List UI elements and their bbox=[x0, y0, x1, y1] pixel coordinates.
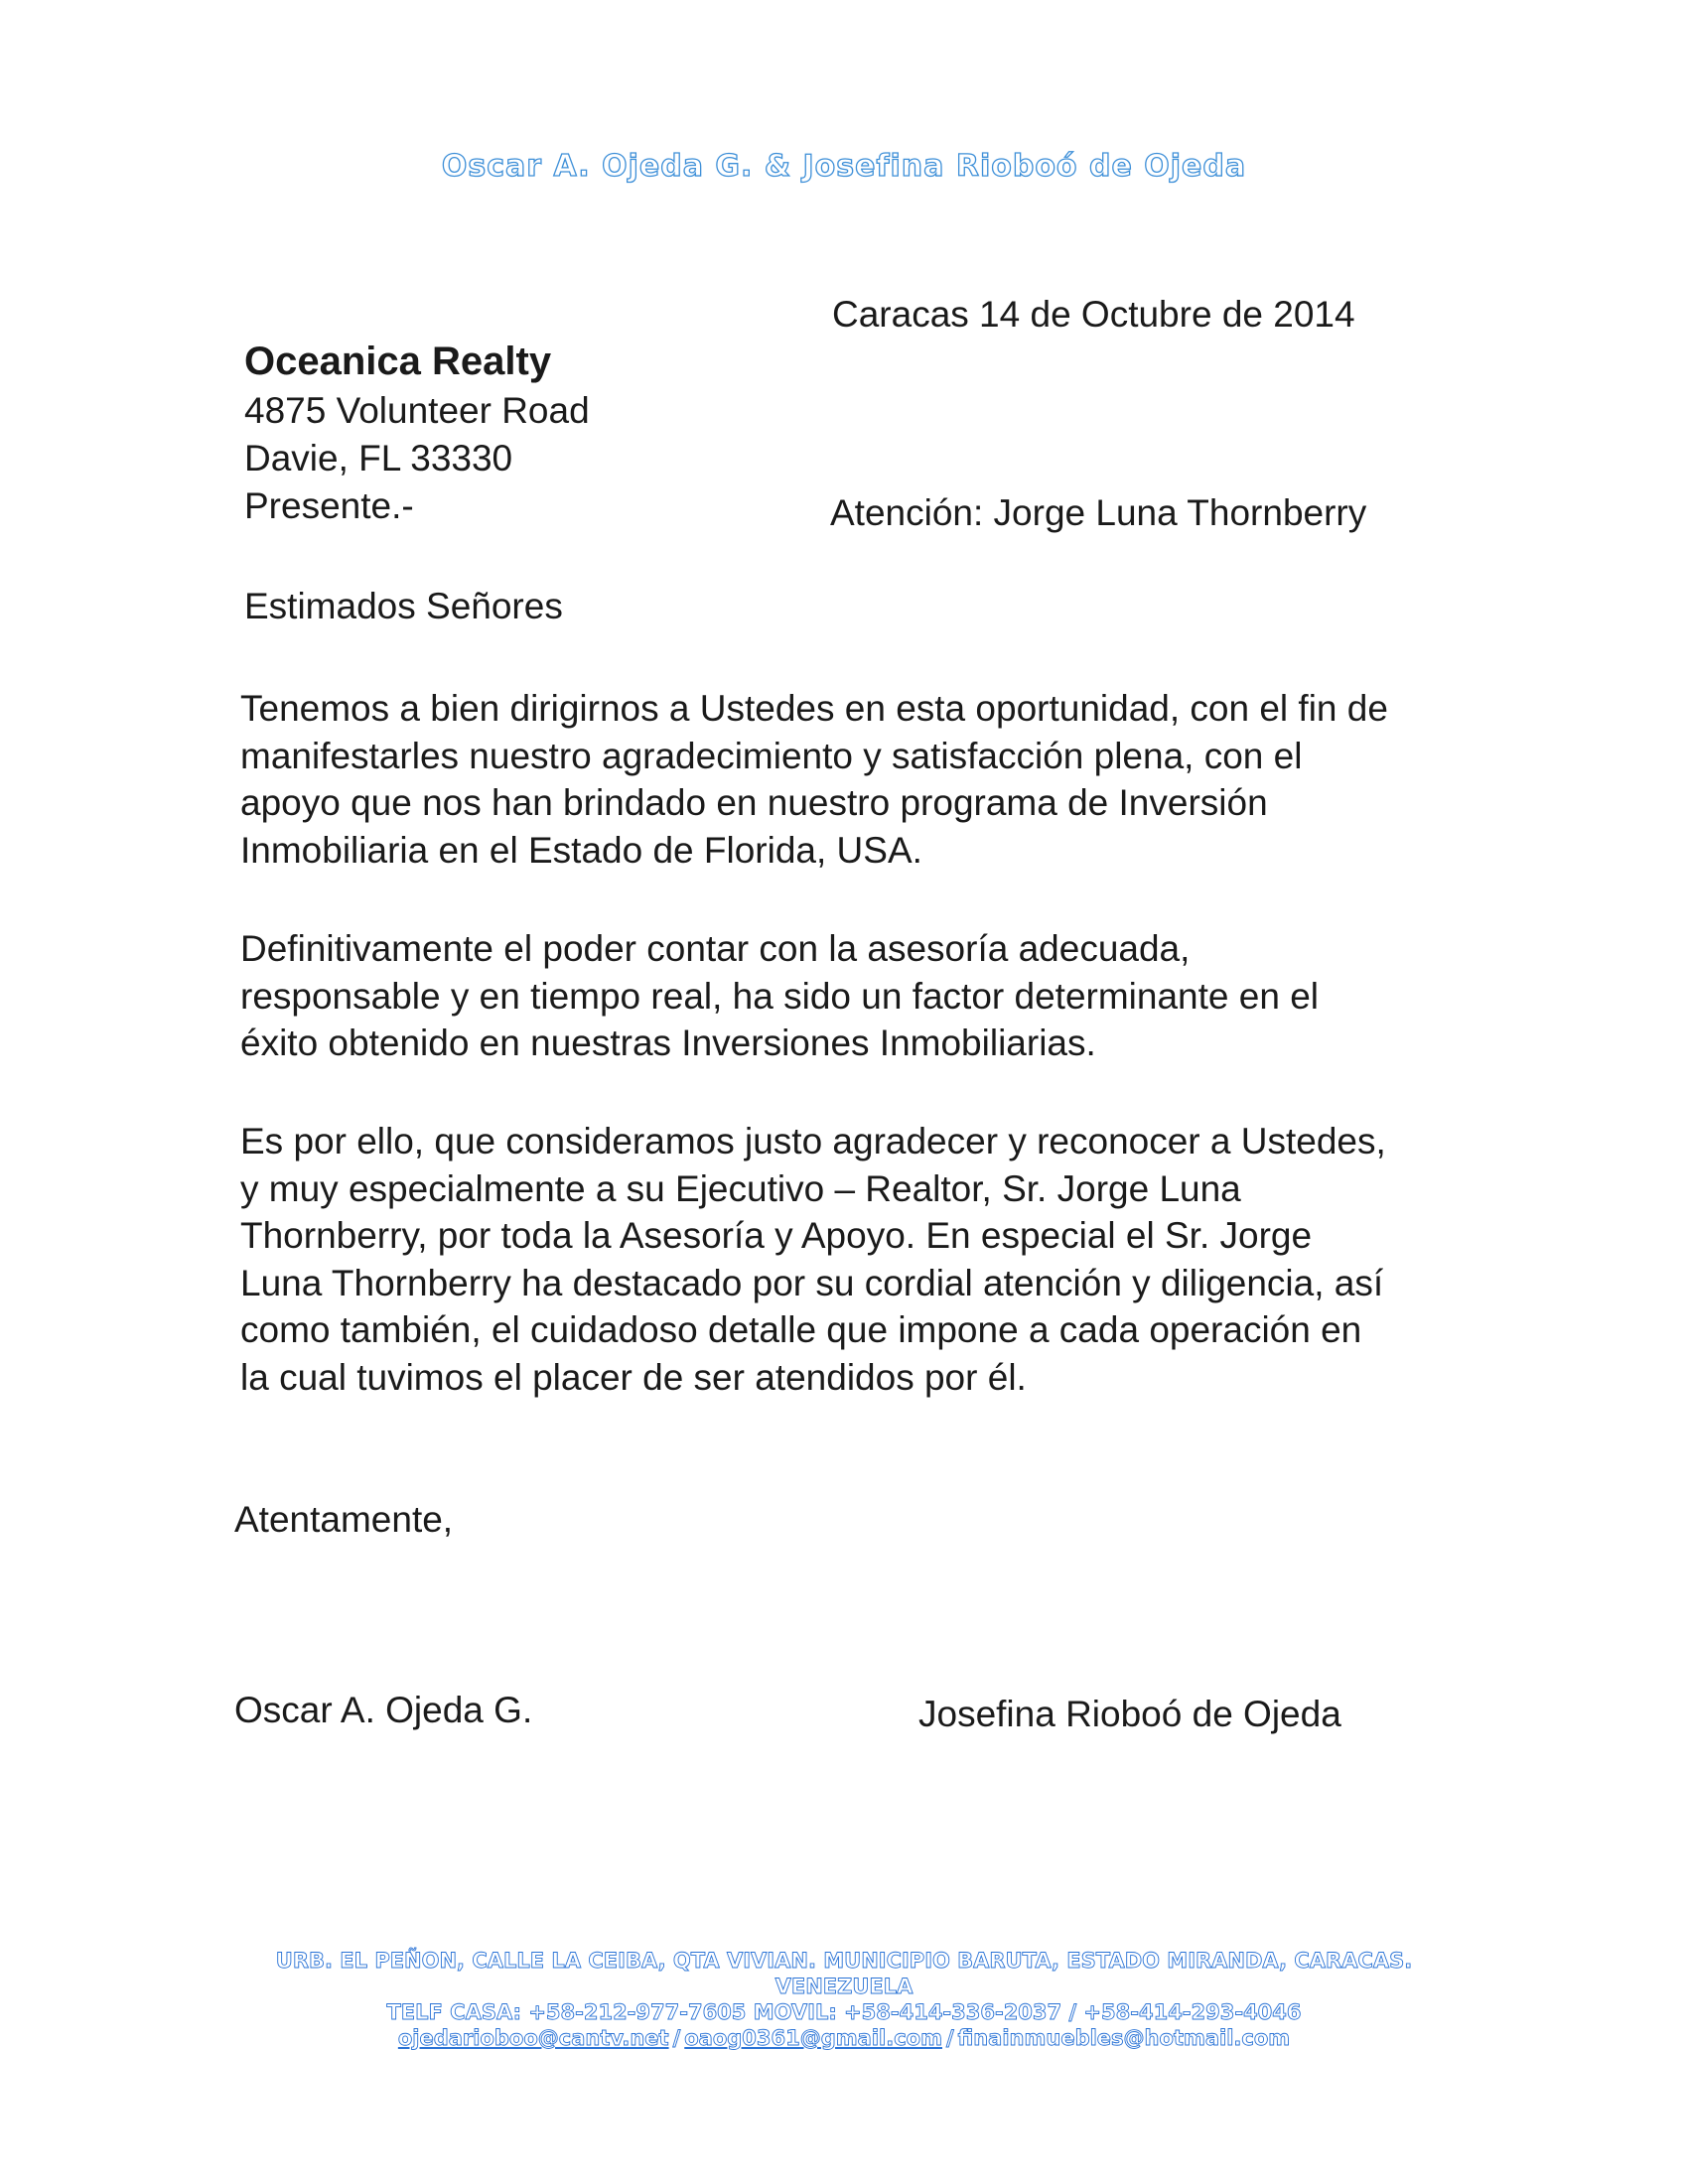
email-link-gmail[interactable]: oaog0361@gmail.com bbox=[684, 2026, 942, 2050]
recipient-presente: Presente.- bbox=[244, 485, 414, 526]
recipient-address-line2: Davie, FL 33330 bbox=[244, 438, 513, 478]
paragraph-2 bbox=[240, 925, 1472, 1067]
paragraph-line: Thornberry, por toda la Asesoría y Apoyo. En especial el Sr. Jorge bbox=[240, 1215, 1313, 1256]
recipient-block bbox=[244, 338, 590, 530]
email-hotmail[interactable]: finainmuebles@hotmail.com bbox=[957, 2026, 1291, 2050]
paragraph-line: manifestarles nuestro agradecimiento y satisfacción plena, con el bbox=[240, 735, 1303, 776]
attention-line: Atención: Jorge Luna Thornberry bbox=[830, 492, 1367, 533]
footer-address-line2: VENEZUELA bbox=[774, 1975, 914, 1998]
paragraph-line: la cual tuvimos el placer de ser atendidos por él. bbox=[240, 1356, 1027, 1398]
paragraph-line: y muy especialmente a su Ejecutivo – Realtor, Sr. Jorge Luna bbox=[240, 1167, 1241, 1209]
email-separator: / bbox=[945, 2026, 954, 2050]
signature-left: Oscar A. Ojeda G. bbox=[234, 1690, 533, 1730]
paragraph-line: Inmobiliaria en el Estado de Florida, USA. bbox=[240, 829, 922, 871]
paragraph-line: responsable y en tiempo real, ha sido un factor determinante en el bbox=[240, 975, 1319, 1017]
paragraph-line: Definitivamente el poder contar con la asesoría adecuada, bbox=[240, 928, 1191, 969]
salutation: Estimados Señores bbox=[244, 586, 563, 626]
paragraph-line: éxito obtenido en nuestras Inversiones Inmobiliarias. bbox=[240, 1023, 1096, 1063]
paragraph-1 bbox=[240, 685, 1472, 874]
paragraph-line: Luna Thornberry ha destacado por su cordial atención y diligencia, así bbox=[240, 1262, 1384, 1303]
paragraph-line: apoyo que nos han brindado en nuestro programa de Inversión bbox=[240, 782, 1268, 823]
paragraph-line: Tenemos a bien dirigirnos a Ustedes en esta oportunidad, con el fin de bbox=[240, 688, 1388, 729]
footer bbox=[0, 1948, 1688, 2051]
email-link-cantv[interactable]: ojedarioboo@cantv.net bbox=[397, 2026, 669, 2050]
letterhead-names: Oscar A. Ojeda G. & Josefina Rioboó de Ojeda bbox=[441, 149, 1247, 184]
recipient-address-line1: 4875 Volunteer Road bbox=[244, 390, 590, 431]
footer-address-line1: URB. EL PEÑON, CALLE LA CEIBA, QTA VIVIAN. MUNICIPIO BARUTA, ESTADO MIRANDA, CARACAS. bbox=[275, 1949, 1413, 1973]
closing: Atentamente, bbox=[234, 1499, 454, 1540]
email-separator: / bbox=[672, 2026, 681, 2050]
footer-phones: TELF CASA: +58-212-977-7605 MOVIL: +58-414-336-2037 / +58-414-293-4046 bbox=[386, 2000, 1302, 2024]
recipient-company: Oceanica Realty bbox=[244, 340, 552, 383]
paragraph-line: Es por ello, que consideramos justo agradecer y reconocer a Ustedes, bbox=[240, 1121, 1386, 1161]
signature-right: Josefina Rioboó de Ojeda bbox=[918, 1694, 1341, 1734]
letter-date: Caracas 14 de Octubre de 2014 bbox=[832, 294, 1355, 335]
paragraph-3 bbox=[240, 1118, 1472, 1401]
footer-emails bbox=[0, 2025, 1688, 2051]
paragraph-line: como también, el cuidadoso detalle que impone a cada operación en bbox=[240, 1309, 1362, 1350]
